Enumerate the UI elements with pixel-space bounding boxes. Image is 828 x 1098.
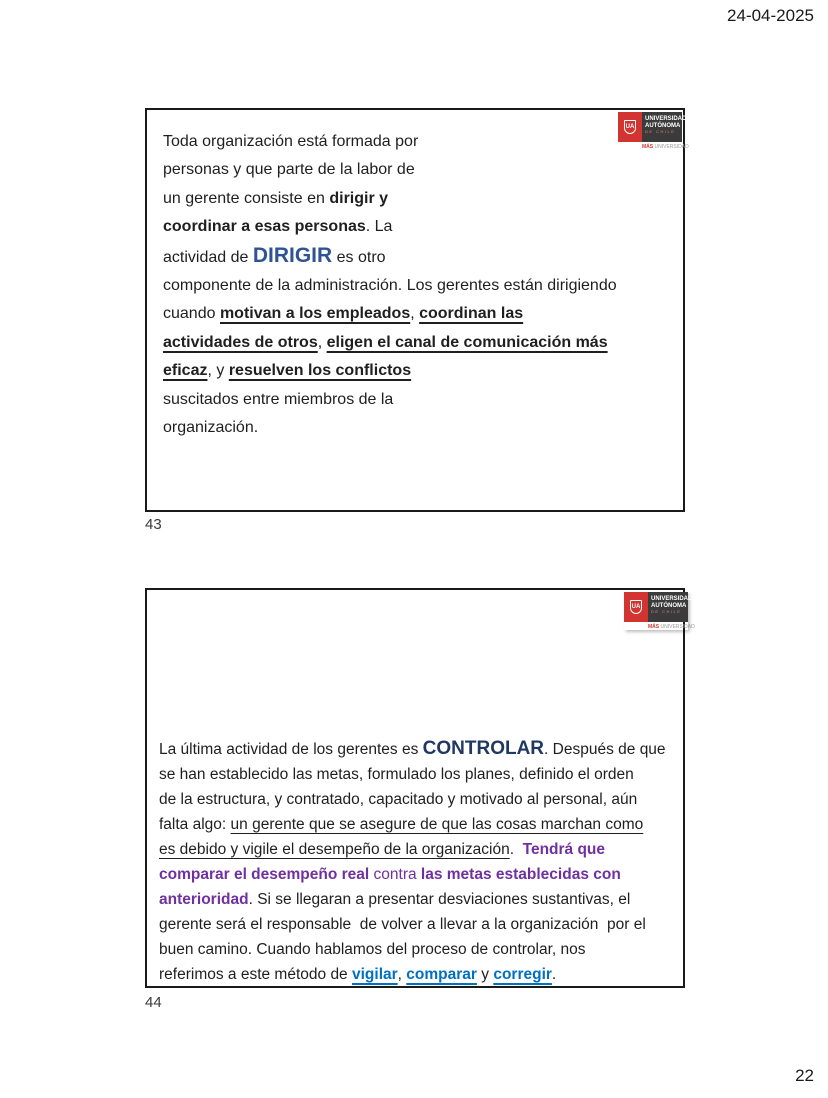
text-segment: . Si se llegaran a presentar desviaciones sustantivas, el: [248, 891, 631, 908]
text-segment: coordinan las: [419, 305, 524, 323]
text-segment: .: [509, 841, 523, 858]
text-line: [159, 962, 679, 987]
text-segment: un gerente consiste en: [163, 189, 330, 207]
text-segment: actividad de: [163, 248, 253, 266]
university-name-line: UNIVERSIDAD: [645, 116, 687, 122]
text-segment: un gerente que se asegure de que las cosas marchan como: [230, 816, 644, 833]
text-segment: y: [476, 966, 494, 983]
text-segment: actividades de otros: [163, 333, 318, 351]
slide-text: [147, 128, 683, 442]
text-line: [163, 414, 673, 442]
text-segment: . La: [365, 218, 393, 236]
text-segment: .: [551, 966, 557, 983]
slide-number-43: 43: [145, 516, 162, 533]
text-segment: es debido y vigile el desempeño de la organización: [159, 841, 510, 858]
text-segment: se han establecido las metas, formulado los planes, definido el orden: [159, 766, 634, 783]
slide-43: [145, 108, 689, 512]
text-line: [163, 272, 673, 300]
university-name-line: AUTÓNOMA: [645, 122, 681, 129]
text-line: [159, 837, 679, 862]
text-segment: anterioridad: [159, 891, 249, 908]
text-segment: comparar: [406, 966, 477, 983]
text-segment: organización.: [163, 419, 259, 437]
page-date: 24-04-2025: [727, 6, 814, 25]
text-segment: La última actividad de los gerentes es: [159, 741, 423, 758]
text-segment: Tendrá que: [522, 841, 606, 858]
text-segment: corregir: [493, 966, 552, 983]
text-segment: CONTROLAR: [422, 738, 545, 759]
text-line: [163, 329, 673, 357]
text-line: [163, 213, 673, 241]
text-segment: las metas establecidas con: [420, 866, 621, 883]
text-segment: falta algo:: [159, 816, 231, 833]
university-name-line: AUTÓNOMA: [651, 602, 687, 609]
text-line: [163, 242, 673, 272]
ua-shield-icon: [624, 592, 648, 622]
text-segment: motivan a los empleados: [219, 305, 411, 323]
page-number: 22: [795, 1066, 814, 1085]
text-segment: ,: [397, 966, 407, 983]
text-segment: eligen el canal de comunicación más: [326, 333, 608, 351]
text-line: [159, 937, 679, 962]
text-line: [163, 357, 673, 385]
text-segment: . Después de que: [544, 741, 666, 758]
text-segment: contra: [369, 866, 421, 883]
text-line: [159, 762, 679, 787]
text-segment: cuando: [163, 305, 220, 323]
text-line: [163, 185, 673, 213]
text-segment: gerente será el responsable de volver a llevar a la organización por el: [159, 916, 646, 933]
text-line: [163, 156, 673, 184]
text-segment: Toda organización está formada por: [163, 133, 419, 150]
tagline-accent: MÁS: [648, 624, 660, 630]
text-segment: dirigir y: [329, 189, 389, 207]
university-name-line: UNIVERSIDAD: [651, 596, 693, 602]
text-segment: vigilar: [352, 966, 398, 983]
university-tagline: [624, 624, 695, 630]
text-segment: personas y que parte de la labor de: [163, 161, 415, 179]
university-name-line: DE CHILE: [651, 609, 682, 614]
tagline-rest: UNIVERSIDAD: [653, 144, 689, 150]
text-line: [159, 862, 679, 887]
university-logo: [624, 592, 695, 630]
text-line: [159, 787, 679, 812]
shield-initials: UA: [625, 124, 635, 130]
text-segment: suscitados entre miembros de la: [163, 390, 394, 408]
slide-44: [145, 588, 695, 988]
university-name-line: DE CHILE: [645, 129, 676, 134]
university-name: [648, 592, 693, 622]
text-segment: ,: [317, 333, 327, 351]
tagline-accent: MÁS: [642, 144, 654, 150]
text-line: [163, 300, 673, 328]
text-segment: es otro: [332, 248, 386, 266]
text-line: [159, 912, 679, 937]
text-line: [163, 128, 673, 156]
text-segment: referimos a este método de: [159, 966, 352, 983]
tagline-rest: UNIVERSIDAD: [659, 624, 695, 630]
text-segment: comparar el desempeño real: [159, 866, 370, 883]
text-line: [159, 736, 679, 762]
shield-initials: UA: [631, 604, 641, 610]
text-segment: eficaz: [163, 362, 208, 380]
text-segment: coordinar a esas personas: [163, 218, 366, 236]
text-segment: DIRIGIR: [252, 243, 333, 267]
text-segment: , y: [207, 362, 229, 380]
text-line: [159, 812, 679, 837]
text-segment: de la estructura, y contratado, capacitado y motivado al personal, aún: [159, 791, 638, 808]
text-line: [163, 386, 673, 414]
slide-text: [147, 736, 683, 987]
text-line: [159, 887, 679, 912]
slide-number-44: 44: [145, 994, 162, 1011]
text-segment: ,: [410, 305, 420, 323]
text-segment: buen camino. Cuando hablamos del proceso de controlar, nos: [159, 941, 586, 958]
text-segment: resuelven los conflictos: [228, 362, 412, 380]
text-segment: componente de la administración. Los gerentes están dirigiendo: [163, 277, 617, 295]
